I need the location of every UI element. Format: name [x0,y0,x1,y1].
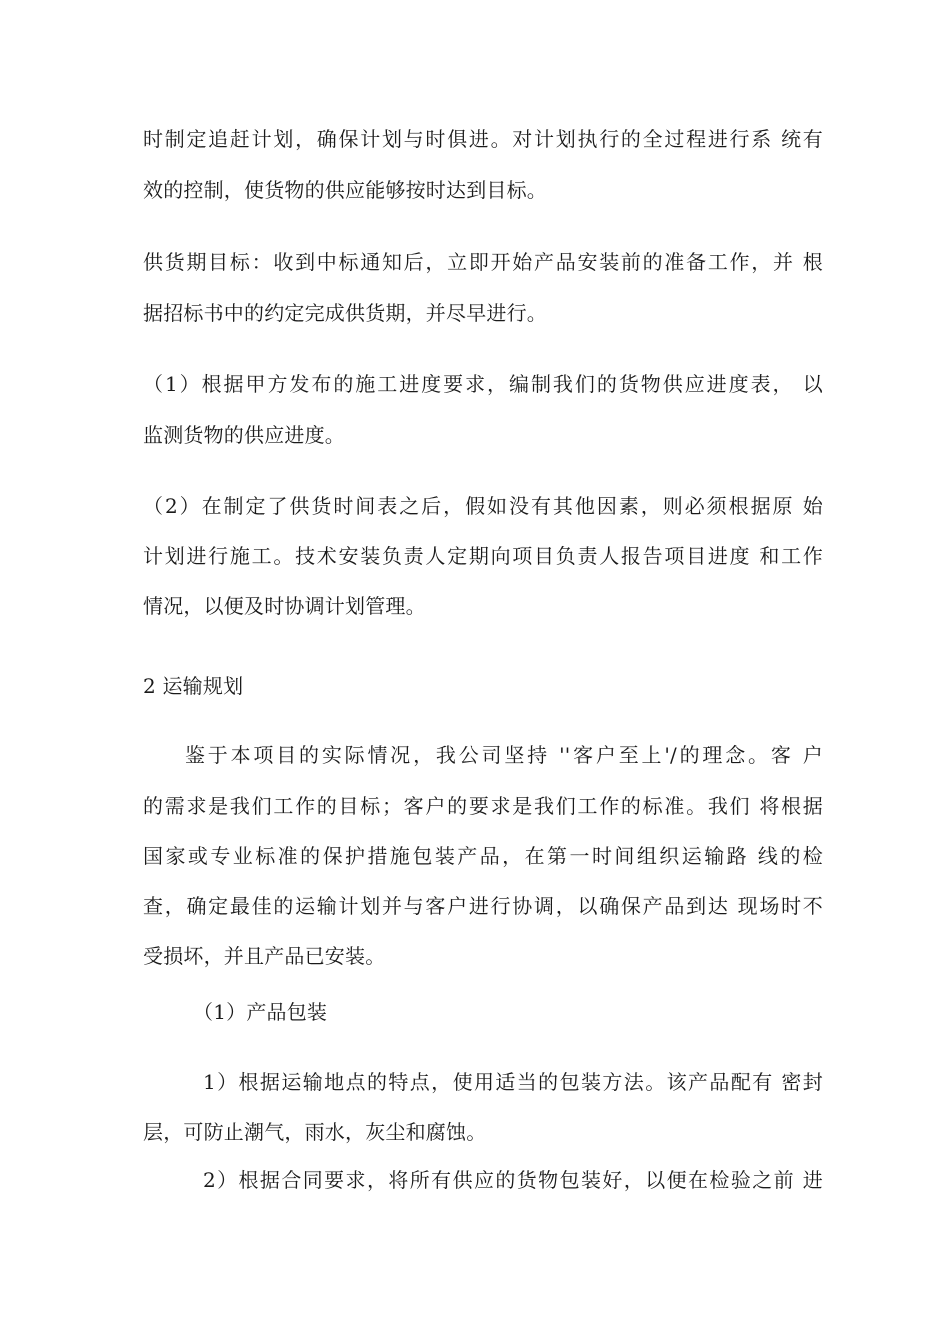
paragraph-5-line-2: 的需求是我们工作的目标；客户的要求是我们工作的标准。我们 将根据 [143,794,823,818]
paragraph-5-line-4: 查，确定最佳的运输计划并与客户进行协调，以确保产品到达 现场时不 [143,894,823,918]
paragraph-3-line-2: 监测货物的供应进度。 [143,423,345,447]
subsection-heading: （1）产品包装 [193,1000,328,1024]
paragraph-5-line-1: 鉴于本项目的实际情况，我公司坚持 ''客户至上'/的理念。客 户 [185,743,823,767]
paragraph-1-line-2: 效的控制，使货物的供应能够按时达到目标。 [143,178,547,202]
section-heading: 2 运输规划 [143,674,244,698]
paragraph-6-line-2: 层，可防止潮气，雨水，灰尘和腐蚀。 [143,1120,487,1144]
paragraph-5-line-3: 国家或专业标准的保护措施包装产品，在第一时间组织运输路 线的检 [143,844,823,868]
paragraph-4-line-2: 计划进行施工。技术安装负责人定期向项目负责人报告项目进度 和工作 [143,544,823,568]
paragraph-2-line-2: 据招标书中的约定完成供货期，并尽早进行。 [143,301,547,325]
paragraph-5-line-5: 受损坏，并且产品已安装。 [143,944,386,968]
paragraph-6-line-1: 1）根据运输地点的特点，使用适当的包装方法。该产品配有 密封 [203,1070,823,1094]
paragraph-3-line-1: （1）根据甲方发布的施工进度要求，编制我们的货物供应进度表， 以 [143,372,823,396]
paragraph-7-line-1: 2）根据合同要求，将所有供应的货物包装好，以便在检验之前 进 [203,1168,823,1192]
paragraph-4-line-3: 情况，以便及时协调计划管理。 [143,594,426,618]
paragraph-1-line-1: 时制定追赶计划，确保计划与时俱进。对计划执行的全过程进行系 统有 [143,127,823,151]
paragraph-2-line-1: 供货期目标：收到中标通知后，立即开始产品安装前的准备工作，并 根 [143,250,823,274]
paragraph-4-line-1: （2）在制定了供货时间表之后，假如没有其他因素，则必须根据原 始 [143,494,823,518]
